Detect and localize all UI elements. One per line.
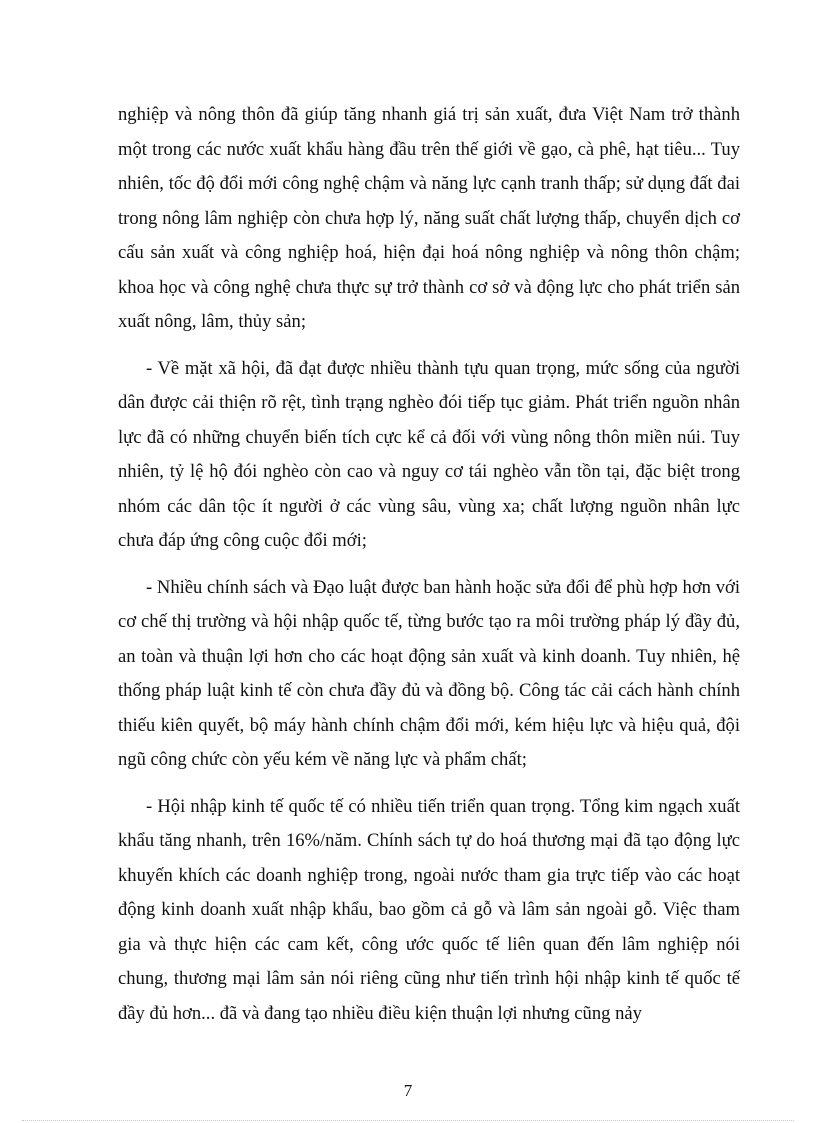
paragraph-social: - Về mặt xã hội, đã đạt được nhiều thành tựu quan trọng, mức sống của người dân được cải thiện rõ rệt, tình trạng nghèo đói tiếp tục giảm. Phát triển nguồn nhân lực đã có những chuyển biến tích cực kể cả đối với vùng nông thôn miền núi. Tuy nhiên, tỷ lệ hộ đói nghèo còn cao và nguy cơ tái nghèo vẫn tồn tại, đặc biệt trong nhóm các dân tộc ít người ở các vùng sâu, vùng xa; chất lượng nguồn nhân lực chưa đáp ứng công cuộc đổi mới; [118,357,740,551]
page-bottom-divider [22,1120,794,1121]
paragraph-continuation: nghiệp và nông thôn đã giúp tăng nhanh giá trị sản xuất, đưa Việt Nam trở thành một trong các nước xuất khẩu hàng đầu trên thế giới về gạo, cà phê, hạt tiêu... Tuy nhiên, tốc độ đổi mới công nghệ chậm và năng lực cạnh tranh thấp; sử dụng đất đai trong nông lâm nghiệp còn chưa hợp lý, năng suất chất lượng thấp, chuyển dịch cơ cấu sản xuất và công nghiệp hoá, hiện đại hoá nông nghiệp và nông thôn chậm; khoa học và công nghệ chưa thực sự trở thành cơ sở và động lực cho phát triển sản xuất nông, lâm, thủy sản; [118,104,740,332]
paragraph-integration: - Hội nhập kinh tế quốc tế có nhiều tiến triển quan trọng. Tổng kim ngạch xuất khẩu tăng nhanh, trên 16%/năm. Chính sách tự do hoá thương mại đã tạo động lực khuyến khích các doanh nghiệp trong, ngoài nước tham gia trực tiếp vào các hoạt động kinh doanh xuất nhập khẩu, bao gồm cả gỗ và lâm sản ngoài gỗ. Việc tham gia và thực hiện các cam kết, công ước quốc tế liên quan đến lâm nghiệp nói chung, thương mại lâm sản nói riêng cũng như tiến trình hội nhập kinh tế quốc tế đầy đủ hơn... đã và đang tạo nhiều điều kiện thuận lợi nhưng cũng nảy [118,795,740,1024]
page-number: 7 [403,1081,413,1100]
paragraph-policy: - Nhiều chính sách và Đạo luật được ban hành hoặc sửa đổi để phù hợp hơn với cơ chế thị trường và hội nhập quốc tế, từng bước tạo ra môi trường pháp lý đầy đủ, an toàn và thuận lợi hơn cho các hoạt động sản xuất và kinh doanh. Tuy nhiên, hệ thống pháp luật kinh tế còn chưa đầy đủ và đồng bộ. Công tác cải cách hành chính thiếu kiên quyết, bộ máy hành chính chậm đổi mới, kém hiệu lực và hiệu quả, đội ngũ công chức còn yếu kém về năng lực và phẩm chất; [118,576,740,770]
document-body [118,98,740,1043]
